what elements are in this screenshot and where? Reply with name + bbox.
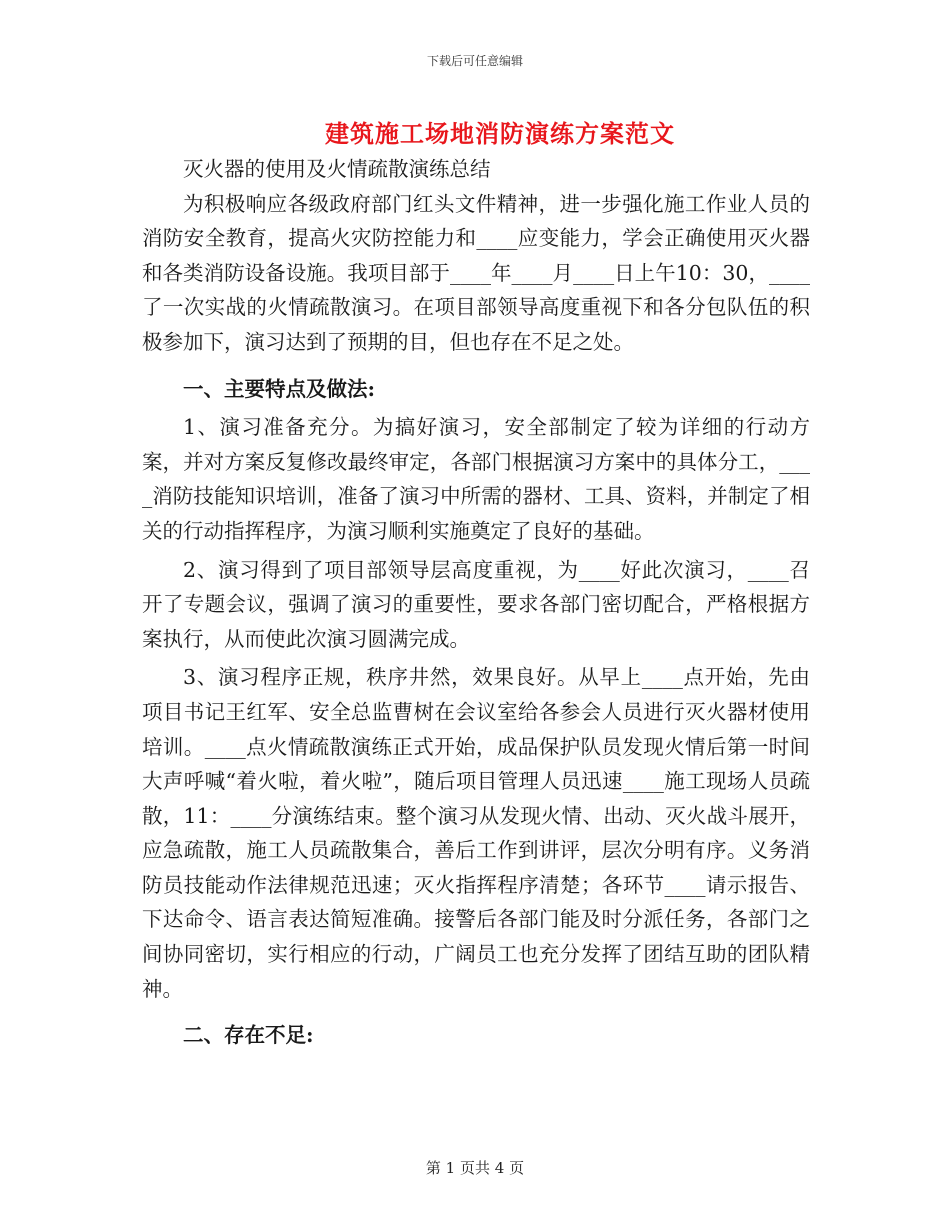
header-note: 下载后可任意编辑 <box>426 54 523 68</box>
page-footer: 第 1 页共 4 页 <box>425 1159 525 1177</box>
paragraph-item-1: 1、演习准备充分。为搞好演习，安全部制定了较为详细的行动方案，并对方案反复修改最终审定，各部门根据演习方案中的具体分工，____消防技能知识培训，准备了演习中所需的器材、工具、资料，并制定了相关的行动指挥程序，为演习顺利实施奠定了良好的基础。 <box>142 415 810 543</box>
intro-paragraph: 为积极响应各级政府部门红头文件精神，进一步强化施工作业人员的消防安全教育，提高火灾防控能力和____应变能力，学会正确使用灭火器和各类消防设备设施。我项目部于____年____月____日上午10：30，____了一次实战的火情疏散演习。在项目部领导高度重视下和各分包队伍的积极参加下，演习达到了预期的目，但也存在不足之处。 <box>142 191 810 354</box>
document-subtitle: 灭火器的使用及火情疏散演练总结 <box>183 157 491 181</box>
document-body <box>142 152 810 1057</box>
section-heading-2: 二、存在不足: <box>183 1023 314 1048</box>
paragraph-item-2: 2、演习得到了项目部领导层高度重视，为____好此次演习，____召开了专题会议，强调了演习的重要性，要求各部门密切配合，严格根据方案执行，从而使此次演习圆满完成。 <box>142 557 810 651</box>
section-heading-1: 一、主要特点及做法: <box>183 376 376 401</box>
paragraph-item-3: 3、演习程序正规，秩序井然，效果良好。从早上____点开始，先由项目书记王红军、安全总监曹树在会议室给各参会人员进行灭火器材使用培训。____点火情疏散演练正式开始，成品保护队员发现火情后第一时间大声呼喊“着火啦，着火啦”，随后项目管理人员迅速____施工现场人员疏散，11：____分演练结束。整个演习从发现火情、出动、灭火战斗展开，应急疏散，施工人员疏散集合，善后工作到讲评，层次分明有序。义务消防员技能动作法律规范迅速；灭火指挥程序清楚；各环节____请示报告、下达命令、语言表达简短准确。接警后各部门能及时分派任务，各部门之间协同密切，实行相应的行动，广阔员工也充分发挥了团结互助的团队精神。 <box>142 665 810 1001</box>
document-title: 建筑施工场地消防演练方案范文 <box>325 119 675 148</box>
